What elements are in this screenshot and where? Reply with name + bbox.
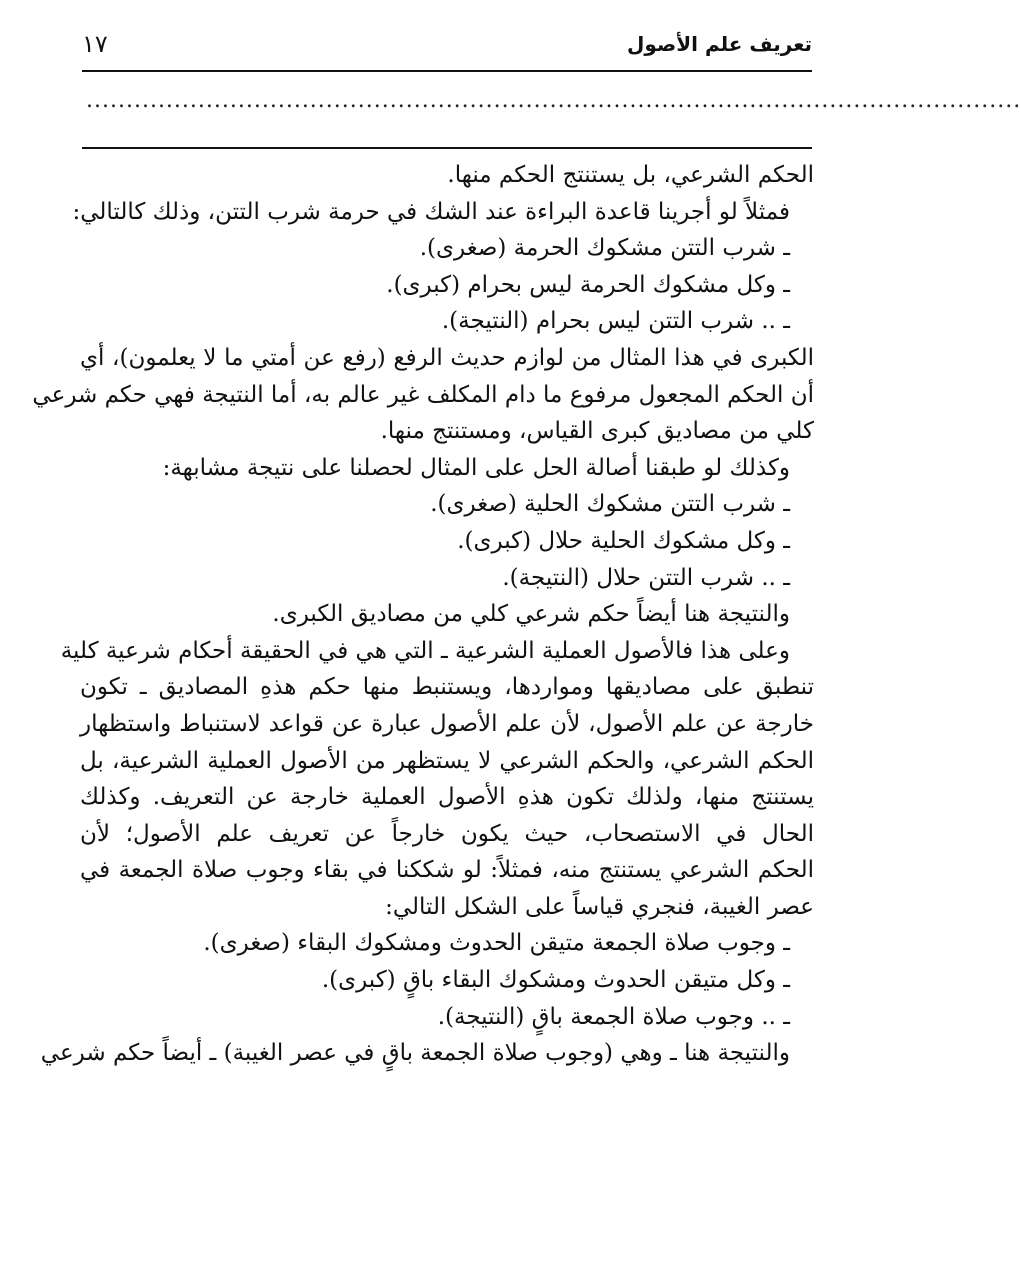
running-title: تعريف علم الأصول bbox=[627, 32, 812, 56]
page-number: ١٧ bbox=[82, 30, 108, 58]
text-line: خارجة عن علم الأصول، لأن علم الأصول عبارة عن قواعد لاستنباط واستظهار bbox=[80, 710, 814, 737]
dotted-separator: ..................................................................................................................... bbox=[86, 88, 1021, 113]
text-line: ـ شرب التتن مشكوك الحرمة (صغرى). bbox=[419, 235, 790, 262]
text-line: فمثلاً لو أجرينا قاعدة البراءة عند الشك في حرمة شرب التتن، وذلك كالتالي: bbox=[72, 198, 790, 225]
text-line: ـ وكل مشكوك الحلية حلال (كبرى). bbox=[457, 527, 790, 554]
text-line: تنطبق على مصاديقها ومواردها، ويستنبط منها حكم هذهِ المصاديق ـ تكون bbox=[80, 674, 814, 701]
text-line: والنتيجة هنا ـ وهي (وجوب صلاة الجمعة باقٍ في عصر الغيبة) ـ أيضاً حكم شرعي bbox=[40, 1040, 790, 1067]
text-line: وعلى هذا فالأصول العملية الشرعية ـ التي هي في الحقيقة أحكام شرعية كلية bbox=[60, 637, 790, 664]
text-line: يستنتج منها، ولذلك تكون هذهِ الأصول العملية خارجة عن التعريف. وكذلك bbox=[80, 784, 814, 811]
text-line: ـ وكل متيقن الحدوث ومشكوك البقاء باقٍ (كبرى). bbox=[321, 967, 790, 994]
text-line: ـ شرب التتن مشكوك الحلية (صغرى). bbox=[430, 491, 790, 518]
text-line: ـ وجوب صلاة الجمعة متيقن الحدوث ومشكوك البقاء (صغرى). bbox=[203, 930, 790, 957]
header-rule bbox=[82, 70, 812, 72]
text-line: الحكم الشرعي يستنتج منه، فمثلاً: لو شككنا في بقاء وجوب صلاة الجمعة في bbox=[80, 857, 814, 884]
text-line: عصر الغيبة، فنجري قياساً على الشكل التالي: bbox=[385, 893, 814, 920]
text-line: ـ وكل مشكوك الحرمة ليس بحرام (كبرى). bbox=[386, 271, 790, 298]
text-line: الحكم الشرعي، والحكم الشرعي لا يستظهر من الأصول العملية الشرعية، بل bbox=[80, 747, 814, 774]
body-text bbox=[32, 157, 814, 1072]
page-header bbox=[82, 30, 812, 70]
text-line: وكذلك لو طبقنا أصالة الحل على المثال لحصلنا على نتيجة مشابهة: bbox=[162, 454, 790, 481]
text-line: الحكم الشرعي، بل يستنتج الحكم منها. bbox=[447, 162, 814, 188]
text-line: ـ .. شرب التتن حلال (النتيجة). bbox=[502, 564, 790, 591]
text-line: كلي من مصاديق كبرى القياس، ومستنتج منها. bbox=[380, 418, 814, 445]
text-line: الحال في الاستصحاب، حيث يكون خارجاً عن تعريف علم الأصول؛ لأن bbox=[80, 820, 814, 847]
text-line: والنتيجة هنا أيضاً حكم شرعي كلي من مصاديق الكبرى. bbox=[272, 601, 790, 628]
text-line: ـ .. وجوب صلاة الجمعة باقٍ (النتيجة). bbox=[437, 1003, 790, 1030]
text-line: الكبرى في هذا المثال من لوازم حديث الرفع (رفع عن أمتي ما لا يعلمون)، أي bbox=[80, 344, 814, 371]
text-line: ـ .. شرب التتن ليس بحرام (النتيجة). bbox=[441, 308, 790, 335]
text-line: أن الحكم المجعول مرفوع ما دام المكلف غير عالم به، أما النتيجة فهي حكم شرعي bbox=[32, 381, 814, 408]
separator-rule bbox=[82, 147, 812, 149]
